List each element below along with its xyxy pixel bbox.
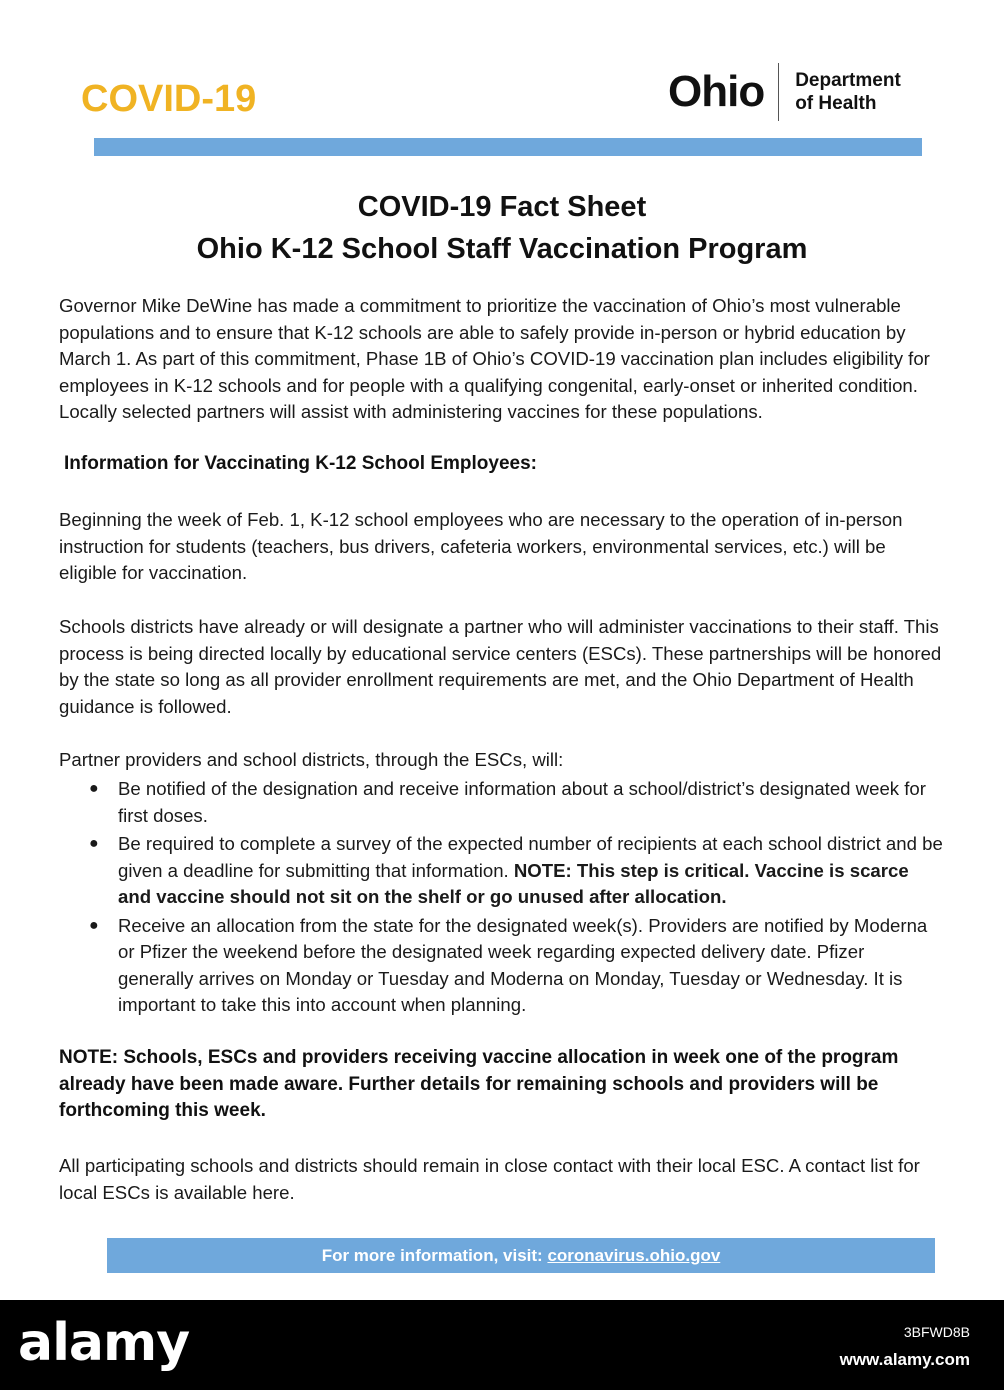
bullet-icon: ●	[89, 780, 99, 797]
responsibilities-list	[59, 776, 944, 1021]
logo-divider	[778, 63, 779, 121]
intro-paragraph: Governor Mike DeWine has made a commitment to prioritize the vaccination of Ohio’s most vulnerable populations and to ensure that K-12 schools are able to safely provide in-person or hybrid education by March 1. As part of this commitment, Phase 1B of Ohio’s COVID-19 vaccination plan includes eligibility for employees in K-12 schools and for people with a qualifying congenital, early-onset or inherited condition. Locally selected partners will assist with administering vaccines for these populations.	[59, 295, 930, 422]
bullet-icon: ●	[89, 835, 99, 852]
list-item	[59, 913, 944, 1019]
watermark-image-id: 3BFWD8B	[903, 1324, 970, 1340]
closing-paragraph: All participating schools and districts should remain in close contact with their local ESC. A contact list for local ESCs is available here.	[59, 1155, 920, 1203]
logo-department-text	[795, 69, 901, 115]
list-item-bold-note: NOTE: This step is critical. Vaccine is scarce and vaccine should not sit on the shelf or go unused after allocation.	[118, 859, 909, 907]
page-title	[0, 186, 1004, 270]
header-bar	[94, 138, 922, 156]
ohio-department-of-health-logo	[668, 62, 901, 122]
eligibility-paragraph: Beginning the week of Feb. 1, K-12 school employees who are necessary to the operation of in-person instruction for students (teachers, bus drivers, cafeteria workers, environmental services, etc.) will be eligible for vaccination.	[59, 509, 903, 583]
title-line-2: Ohio K-12 School Staff Vaccination Program	[196, 233, 808, 265]
logo-ohio-text: Ohio	[668, 67, 765, 116]
title-line-1: COVID-19 Fact Sheet	[357, 191, 647, 223]
covid-label: COVID-19	[81, 78, 257, 120]
watermark-url: www.alamy.com	[839, 1350, 970, 1369]
footer-link[interactable]: coronavirus.ohio.gov	[547, 1246, 721, 1265]
footer-bar	[107, 1238, 935, 1273]
program-note: NOTE: Schools, ESCs and providers receiving vaccine allocation in week one of the program already have been made aware. Further details for remaining schools and providers will be forthcoming this week.	[59, 1047, 899, 1121]
logo-department-line2: of Health	[795, 93, 877, 114]
list-intro: Partner providers and school districts, through the ESCs, will:	[59, 749, 564, 770]
watermark-brand: alamy	[18, 1313, 190, 1373]
partners-paragraph: Schools districts have already or will designate a partner who will administer vaccinations to their staff. This process is being directed locally by educational service centers (ESCs). These partnerships will be honored by the state so long as all provider enrollment requirements are met, and the Ohio Department of Health guidance is followed.	[59, 616, 942, 717]
list-item	[59, 776, 944, 829]
list-item	[59, 831, 944, 911]
logo-department-line1: Department	[795, 70, 901, 91]
bullet-icon: ●	[89, 916, 99, 934]
list-item-text: Be notified of the designation and receive information about a school/district’s designated week for first doses.	[118, 778, 926, 826]
list-item-text: Receive an allocation from the state for the designated week(s). Providers are notified by Moderna or Pfizer the weekend before the designated week regarding expected delivery date. Pfizer generally arrives on Monday or Tuesday and Moderna on Monday, Tuesday or Wednesday. It is important to take this into account when planning.	[118, 914, 928, 1015]
footer-prefix: For more information, visit:	[321, 1246, 548, 1265]
list-item-text: Be required to complete a survey of the expected number of recipients at each school district and be given a deadline for submitting that information.	[118, 833, 943, 881]
section-heading: Information for Vaccinating K-12 School Employees:	[64, 453, 537, 474]
